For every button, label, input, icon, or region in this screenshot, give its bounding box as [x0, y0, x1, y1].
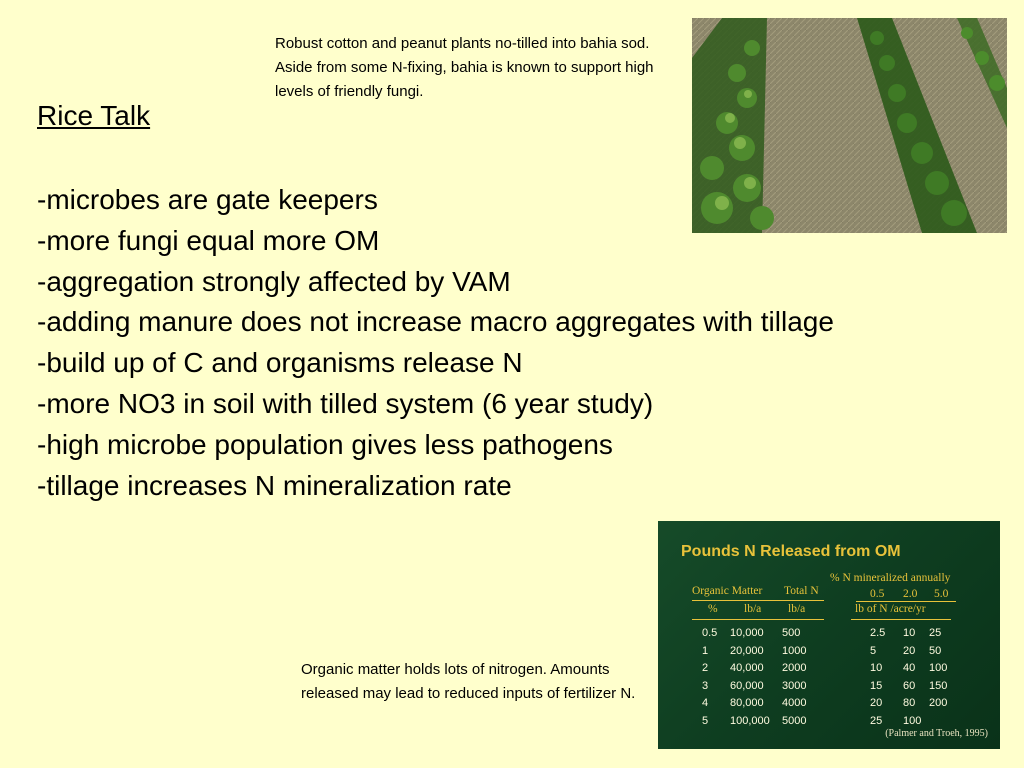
bullet-item: -microbes are gate keepers [37, 184, 378, 215]
table-cell: 2.5 [870, 627, 886, 639]
header-rule [851, 619, 951, 620]
table-cell: 25 [929, 627, 942, 639]
rate-header: 2.0 [903, 588, 918, 600]
table-cell: 5 [702, 714, 709, 727]
header-rule [856, 601, 956, 602]
table-cell: 2000 [782, 662, 807, 674]
header-rule [692, 600, 824, 601]
bullet-item: -more fungi equal more OM [37, 224, 380, 256]
total-n-header: Total N [784, 585, 819, 597]
table-cell: 150 [929, 679, 948, 692]
table-title: Pounds N Released from OM [681, 543, 901, 560]
table-cell: 60,000 [730, 679, 764, 692]
table-cell: 5 [870, 644, 877, 657]
bullet-item: -more NO3 in soil with tilled system (6 year study) [37, 387, 654, 419]
table-cell: 80 [903, 697, 916, 709]
table-cell: 10,000 [730, 627, 764, 639]
table-cell: 1000 [782, 644, 807, 657]
table-cell: 80,000 [730, 697, 764, 709]
table-caption: Organic matter holds lots of nitrogen. Amounts released may lead to reduced inputs of fertilizer N. [301, 661, 636, 702]
table-source: (Palmer and Troeh, 1995) [885, 728, 988, 739]
lbn-header: lb of N /acre/yr [855, 603, 926, 615]
lba-header: lb/a [744, 603, 762, 615]
table-cell: 4000 [782, 697, 807, 709]
om-table-image [658, 521, 1000, 749]
bullet-item: -high microbe population gives less pathogens [37, 428, 613, 460]
table-cell: 3 [702, 679, 709, 692]
bullet-item: -adding manure does not increase macro aggregates with tillage [37, 306, 834, 338]
table-cell: 500 [782, 627, 801, 639]
table-cell: 0.5 [702, 627, 718, 639]
table-cell: 1 [702, 644, 709, 657]
table-cell: 20,000 [730, 644, 764, 657]
organic-matter-header: Organic Matter [692, 585, 763, 597]
table-cell: 4 [702, 697, 709, 709]
table-cell: 100 [903, 714, 922, 727]
table-cell: 20 [870, 697, 883, 709]
crop-rows-image [692, 18, 1007, 233]
table-cell: 20 [903, 644, 916, 657]
bullet-item: -tillage increases N mineralization rate [37, 469, 512, 501]
table-cell: 2 [702, 662, 709, 674]
rate-header: 5.0 [934, 588, 949, 600]
mineralized-header: % N mineralized annually [830, 572, 951, 584]
table-cell: 50 [929, 644, 942, 657]
slide-title: Rice Talk [37, 100, 151, 131]
table-cell: 5000 [782, 714, 807, 727]
bullet-item: -build up of C and organisms release N [37, 347, 523, 379]
bullet-item: -aggregation strongly affected by VAM [37, 265, 511, 297]
table-cell: 200 [929, 697, 948, 709]
header-rule [692, 619, 824, 620]
table-cell: 40 [903, 662, 916, 674]
table-cell: 40,000 [730, 662, 764, 674]
table-cell: 100 [929, 662, 948, 674]
table-cell: 15 [870, 679, 883, 692]
table-cell: 60 [903, 679, 916, 692]
rate-header: 0.5 [870, 588, 885, 600]
percent-header: % [708, 603, 718, 615]
table-cell: 10 [870, 662, 883, 674]
table-cell: 3000 [782, 679, 807, 692]
table-cell: 10 [903, 627, 916, 639]
table-cell: 100,000 [730, 714, 770, 727]
table-cell: 25 [870, 714, 883, 727]
lba-header-2: lb/a [788, 603, 806, 615]
photo-caption: Robust cotton and peanut plants no-tilled into bahia sod. Aside from some N-fixing, bahia is known to support high levels of friendly fungi. [275, 35, 654, 100]
crop-photo [692, 18, 1007, 233]
